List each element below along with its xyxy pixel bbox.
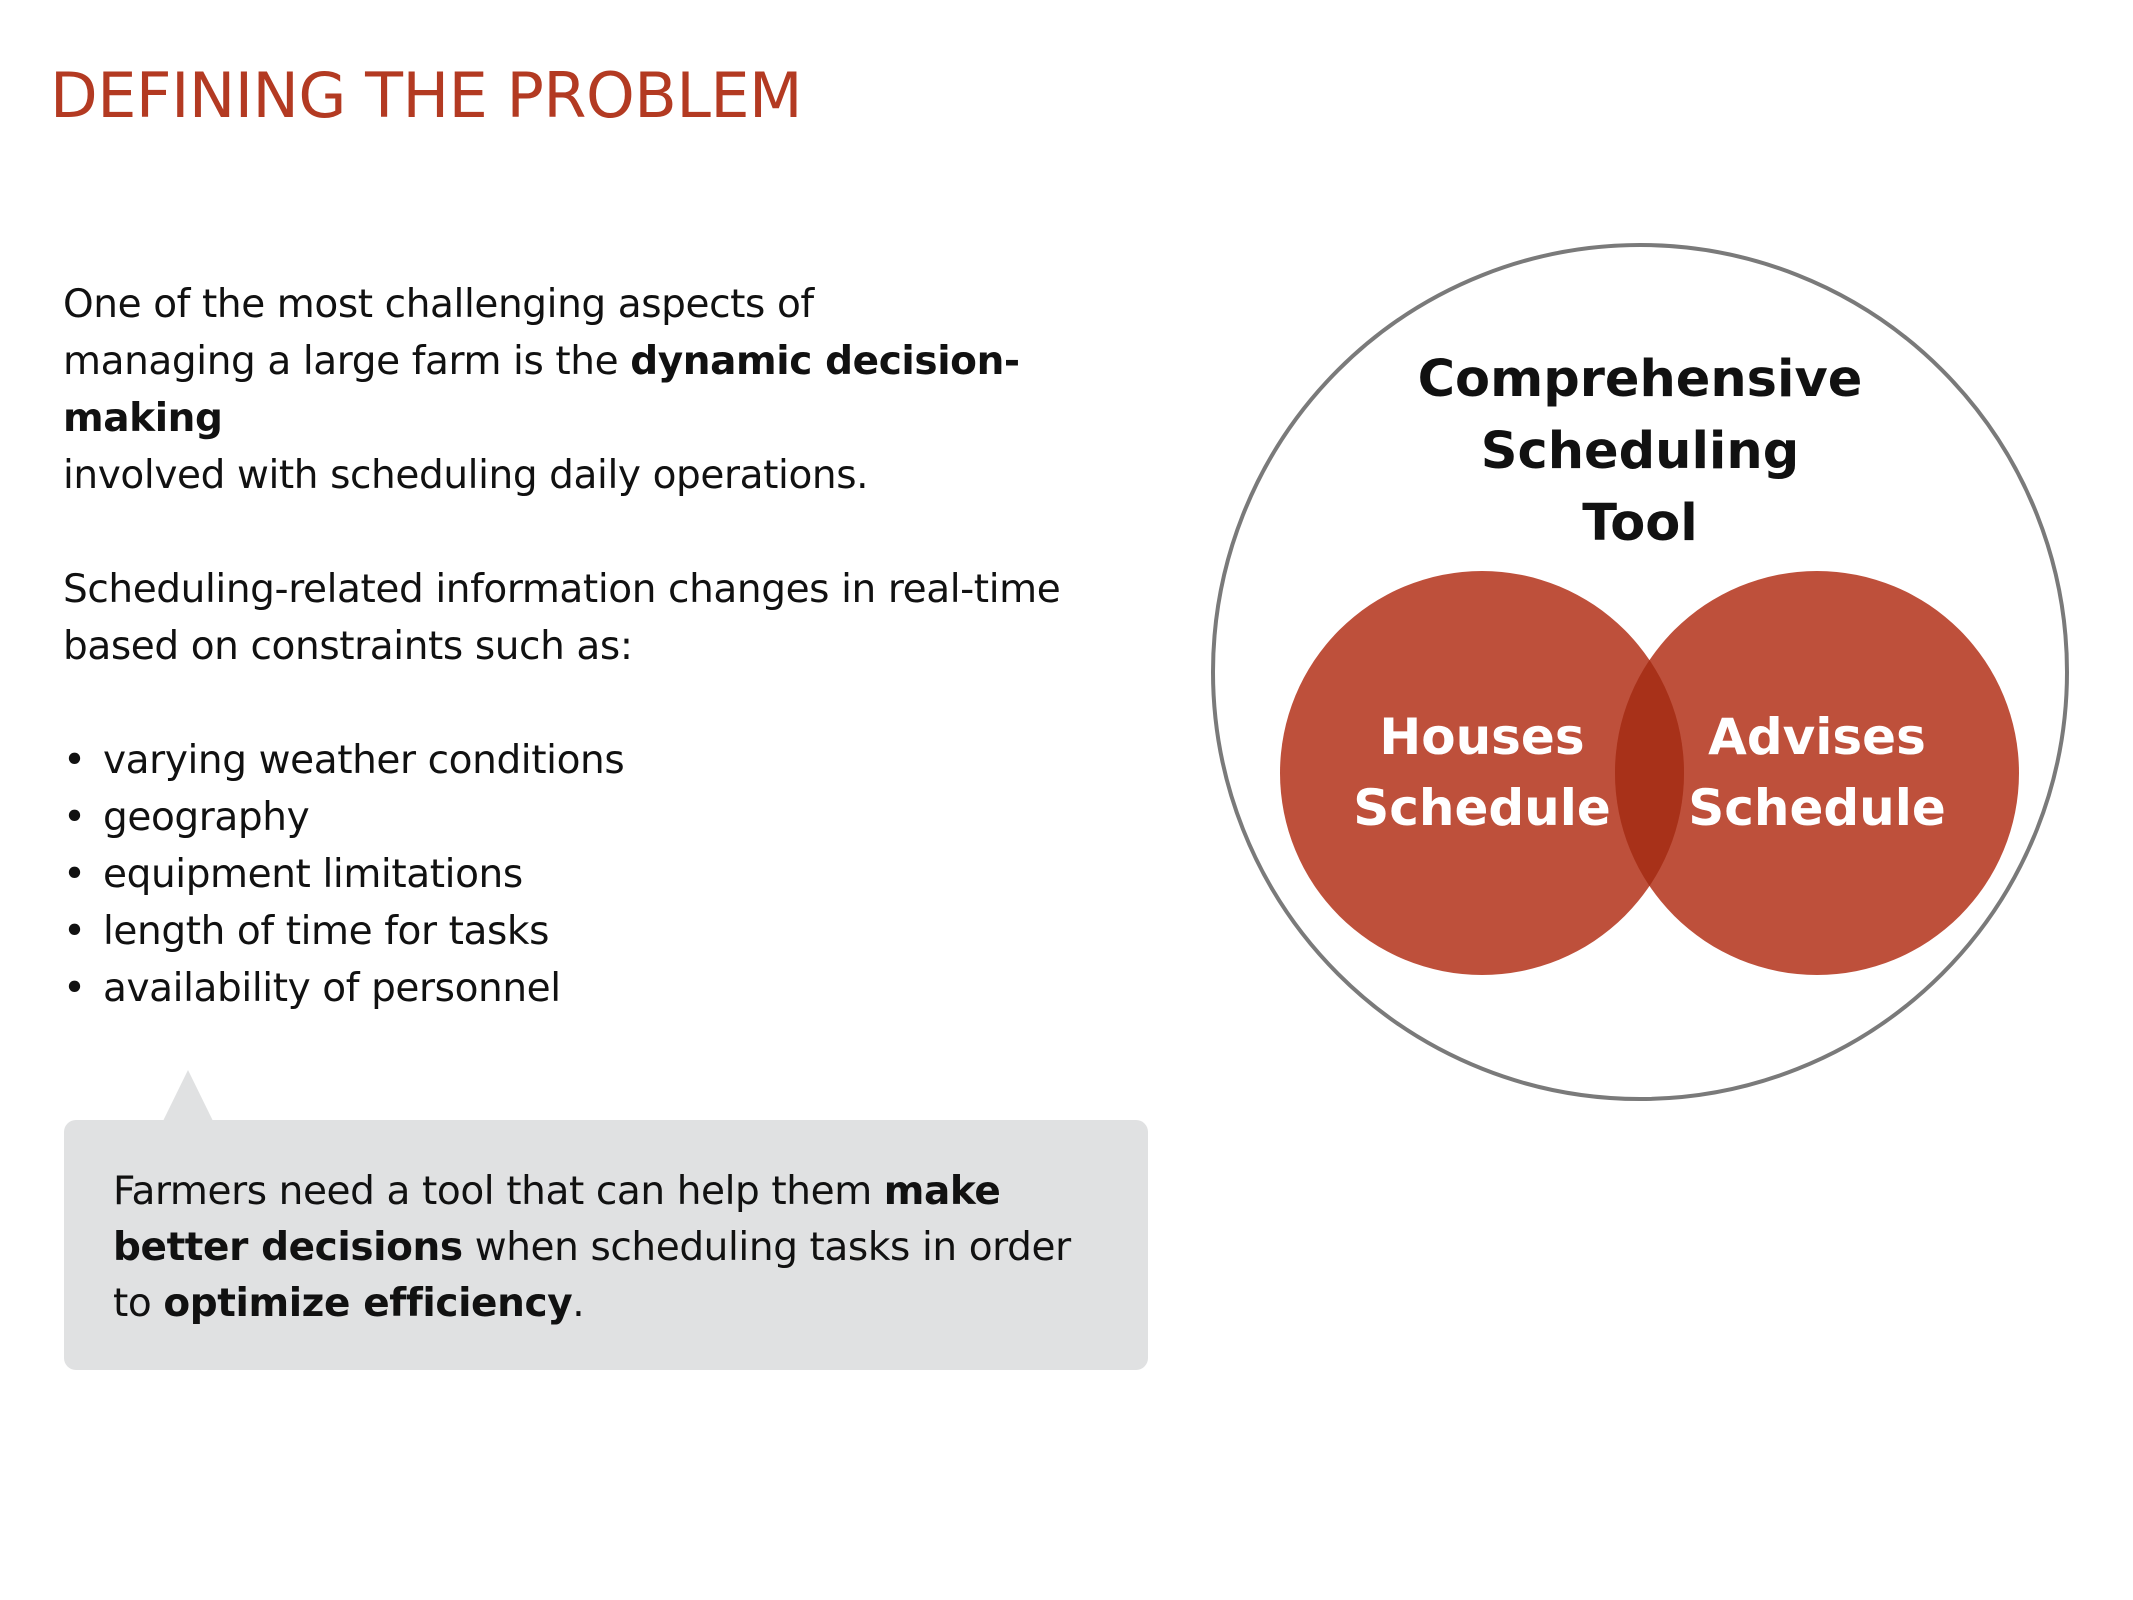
bullet-icon: • <box>63 795 86 840</box>
callout-emphasis-1a: make <box>883 1169 1001 1214</box>
right-circle-label-line-1: Advises <box>1708 708 1926 766</box>
constraints-paragraph <box>63 561 1163 675</box>
list-item-text: equipment limitations <box>103 852 523 897</box>
list-item-text: availability of personnel <box>103 966 561 1011</box>
left-circle-label-line-2: Schedule <box>1353 779 1611 837</box>
list-item <box>63 732 1163 789</box>
intro-paragraph <box>63 276 1163 504</box>
callout-box <box>64 1120 1148 1370</box>
body-text <box>63 276 1163 1017</box>
callout-text-1: Farmers need a tool that can help them <box>113 1169 884 1214</box>
outer-label-line-1: Comprehensive <box>1417 350 1863 409</box>
list-item <box>63 846 1163 903</box>
callout-emphasis-1b: better decisions <box>113 1225 463 1270</box>
callout-text-4: . <box>572 1281 585 1326</box>
constraints-line-2: based on constraints such as: <box>63 624 633 669</box>
list-item <box>63 960 1163 1017</box>
callout-text-2: when scheduling tasks in order <box>462 1225 1071 1270</box>
venn-diagram <box>1190 240 2110 1120</box>
constraints-list <box>63 732 1163 1017</box>
list-item-text: varying weather conditions <box>103 738 625 783</box>
intro-emphasis: dynamic decision-making <box>63 339 1020 441</box>
bullet-icon: • <box>63 909 86 954</box>
list-item-text: length of time for tasks <box>103 909 550 954</box>
callout-text-3: to <box>113 1281 164 1326</box>
bullet-icon: • <box>63 966 86 1011</box>
outer-label-line-3: Tool <box>1582 494 1698 553</box>
intro-line-1: One of the most challenging aspects of <box>63 282 814 327</box>
callout-emphasis-2: optimize efficiency <box>163 1281 573 1326</box>
right-circle-label-line-2: Schedule <box>1688 779 1946 837</box>
list-item <box>63 903 1163 960</box>
outer-label-line-2: Scheduling <box>1480 422 1800 481</box>
list-item-text: geography <box>103 795 310 840</box>
bullet-icon: • <box>63 852 86 897</box>
bullet-icon: • <box>63 738 86 783</box>
left-circle-label-line-1: Houses <box>1379 708 1585 766</box>
constraints-line-1: Scheduling-related information changes in real-time <box>63 567 1061 612</box>
slide-title: DEFINING THE PROBLEM <box>50 59 803 132</box>
intro-line-2: managing a large farm is the <box>63 339 631 384</box>
intro-line-3: involved with scheduling daily operations. <box>63 453 869 498</box>
callout-pointer <box>163 1070 213 1121</box>
list-item <box>63 789 1163 846</box>
